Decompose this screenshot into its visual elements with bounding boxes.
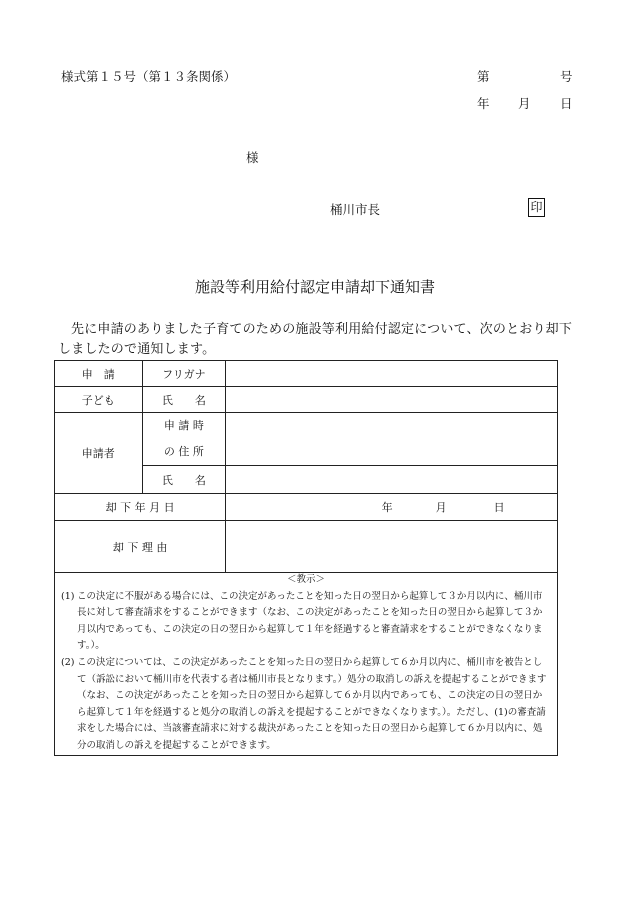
application-table <box>54 360 558 573</box>
addressee-suffix: 様 <box>246 150 259 165</box>
form-number: 様式第１５号（第１３条関係） <box>61 69 237 84</box>
document-number-prefix: 第 <box>477 69 490 84</box>
notice-item-1-text: この決定に不服がある場合には、この決定があったことを知った日の翌日から起算して３か月以内に、桶川市長に対して審査請求をすることができます（なお、この決定があったことを知った日の翌日から起算して３か月以内であっても、この決定の日の翌日から起算して１年を経過すると審査請求をすることができなくなります。）。 <box>77 590 543 652</box>
rejection-date-month: 月 <box>435 500 447 514</box>
address-label <box>142 413 226 466</box>
rejection-date-field[interactable] <box>226 494 558 521</box>
rejection-date-label: 却 下 年 月 日 <box>55 494 226 521</box>
furigana-label: フリガナ <box>142 361 226 387</box>
issue-date-day: 日 <box>560 96 573 111</box>
applicant-name-label: 氏 名 <box>142 466 226 494</box>
address-label-line2: の 住 所 <box>163 445 204 458</box>
intro-text: 先に申請のありました子育てのための施設等利用給付認定について、次のとおり却下しましたので通知します。 <box>58 322 573 357</box>
applicant-label: 申請者 <box>55 413 143 494</box>
issue-date-year: 年 <box>477 96 490 111</box>
notice-item-1-number: (1) <box>61 590 75 602</box>
applicant-name-field[interactable] <box>226 466 558 494</box>
applicant-address-field[interactable] <box>226 413 558 466</box>
notice-item-1 <box>55 589 557 655</box>
sender-name: 桶川市長 <box>330 202 381 217</box>
issue-date-month: 月 <box>518 96 531 111</box>
rejection-date-year: 年 <box>381 500 393 514</box>
furigana-field[interactable] <box>226 361 558 387</box>
child-label-bottom: 子ども <box>55 387 143 413</box>
notice-box <box>54 570 558 756</box>
document-number-suffix: 号 <box>560 69 573 84</box>
notice-item-2-number: (2) <box>61 656 75 668</box>
notice-item-2-text: この決定については、この決定があったことを知った日の翌日から起算して６か月以内に、桶川市を被告として（訴訟において桶川市を代表する者は桶川市長となります。）処分の取消しの訴えを提起することができます（なお、この決定があったことを知った日の翌日から起算して６か月以内であっても、この決定の日の翌日から起算して１年を経過すると処分の取消しの訴えを提起することができなくなります。）。ただし、(1)の審査請求をした場合には、当該審査請求に対する裁決があったことを知った日の翌日から起算して６か月以内に、処分の取消しの訴えを提起することができます。 <box>77 656 547 751</box>
seal-box: 印 <box>528 198 545 217</box>
rejection-reason-label: 却 下 理 由 <box>55 521 226 573</box>
child-name-field[interactable] <box>226 387 558 413</box>
notice-item-2 <box>55 655 557 755</box>
rejection-date-day: 日 <box>493 500 505 514</box>
child-name-label: 氏 名 <box>142 387 226 413</box>
rejection-reason-field[interactable] <box>226 521 558 573</box>
document-title: 施設等利用給付認定申請却下通知書 <box>194 278 435 296</box>
notice-title: ＜教示＞ <box>286 574 325 585</box>
child-label-top: 申 請 <box>55 361 143 387</box>
address-label-line1: 申 請 時 <box>163 419 204 432</box>
